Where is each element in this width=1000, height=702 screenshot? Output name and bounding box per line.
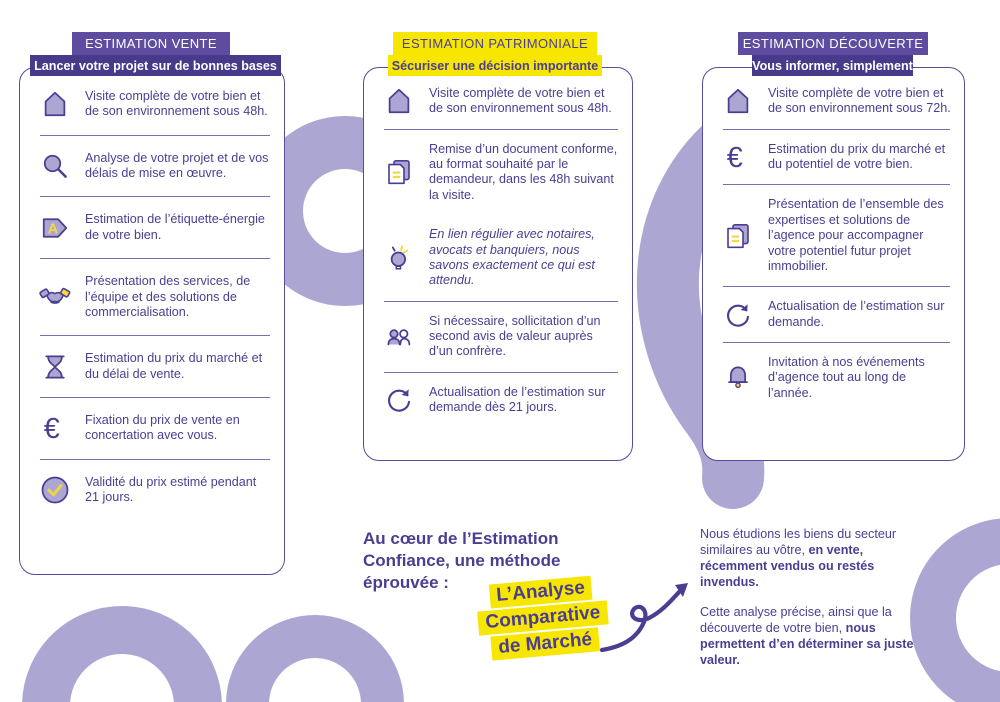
service-item: [364, 130, 632, 215]
house-icon: [38, 89, 72, 119]
bell-icon: [721, 363, 755, 393]
service-item-text: Si nécessaire, sollicitation d’un second avis de valeur auprès d’un confrère.: [429, 313, 601, 359]
service-item: [364, 215, 632, 300]
service-item: [703, 130, 964, 185]
service-item-text: Visite complète de votre bien et de son environnement sous 72h.: [768, 86, 951, 116]
service-item-text: Estimation de l’étiquette-énergie de votre bien.: [85, 212, 265, 242]
documents-icon: [721, 221, 755, 251]
column-subtitle-badge: [388, 55, 602, 76]
service-item-text: Présentation des services, de l’équipe et des solutions de commercialisation.: [85, 274, 251, 319]
service-item: [703, 185, 964, 286]
giant-letter-o: [248, 637, 383, 702]
service-item-text: Actualisation de l’estimation sur demande.: [768, 299, 945, 329]
lightbulb-icon: [382, 243, 416, 273]
service-card-decouverte: [702, 67, 965, 461]
service-item: [20, 398, 284, 459]
service-item: [20, 460, 284, 521]
service-item-text: Estimation du prix du marché et du potentiel de votre bien.: [768, 141, 946, 172]
search-icon: [38, 151, 72, 181]
service-item-text: Visite complète de votre bien et de son environnement sous 48h.: [85, 89, 268, 119]
service-item-text: Actualisation de l’estimation sur demande dès 21 jours.: [429, 384, 606, 415]
house-icon: [721, 86, 755, 116]
documents-icon: [382, 157, 416, 187]
column-title: ESTIMATION VENTE: [85, 36, 217, 51]
column-title-badge: [738, 32, 928, 55]
service-card-vente: [19, 67, 285, 575]
paragraph: [700, 527, 916, 591]
svg-text:€: €: [726, 142, 743, 173]
ring-shape-bottom-right: [933, 541, 1000, 695]
column-subtitle-badge: [752, 55, 913, 76]
paragraph: [700, 605, 916, 669]
highlight-line: L’Analyse: [488, 576, 592, 609]
svg-text:A: A: [47, 221, 59, 238]
service-item-text: Invitation à nos événements d’agence tout au long de l’année.: [768, 354, 925, 400]
column-subtitle: Lancer votre projet sur de bonnes bases: [34, 58, 277, 73]
service-item-text: Présentation de l’ensemble des expertises et solutions de l’agence pour accompagner votre potentiel futur projet immobilier.: [768, 197, 944, 273]
service-item: [20, 336, 284, 397]
check-circle-icon: [38, 475, 72, 505]
service-item: [20, 259, 284, 335]
paragraph-text: Cette analyse précise, ainsi que la découverte de votre bien,: [700, 604, 892, 635]
curve-arrow-icon: [598, 560, 698, 665]
service-card-patrimoniale: [363, 67, 633, 461]
service-item-text: Validité du prix estimé pendant 21 jours.: [85, 474, 257, 505]
svg-text:€: €: [43, 413, 60, 444]
euro-icon: [721, 142, 755, 172]
service-item: [364, 373, 632, 428]
hourglass-icon: [38, 352, 72, 382]
service-item-text: Remise d’un document conforme, au format souhaité par le demandeur, dans les 48h suivant la visite.: [429, 141, 618, 202]
column-title-badge: [393, 32, 597, 55]
service-item: [20, 197, 284, 258]
column-title: ESTIMATION DÉCOUVERTE: [742, 36, 924, 51]
service-item-text: En lien régulier avec notaires, avocats et banquiers, nous savons exactement ce qui est attendu.: [429, 227, 595, 288]
refresh-icon: [382, 385, 416, 415]
highlight-line: de Marché: [490, 627, 600, 660]
service-item: [364, 74, 632, 129]
service-item: [703, 74, 964, 129]
paragraph-text: Nous étudions les biens du secteur similaires au vôtre,: [700, 527, 897, 557]
method-heading: Au cœur de l’Estimation Confiance, une méthode éprouvée :: [363, 529, 561, 593]
refresh-icon: [721, 300, 755, 330]
service-item: [20, 74, 284, 135]
service-item-text: Estimation du prix du marché et du délai de vente.: [85, 351, 263, 381]
column-title: ESTIMATION PATRIMONIALE: [401, 36, 589, 51]
service-item-text: Analyse de votre projet et de vos délais de mise en œuvre.: [85, 150, 269, 181]
people-icon: [382, 322, 416, 352]
euro-icon: [38, 413, 72, 443]
handshake-icon: [38, 281, 72, 313]
column-subtitle: Vous informer, simplement: [752, 58, 913, 73]
paragraph-text-bold: nous permettent d’en déterminer sa juste valeur.: [700, 620, 914, 667]
service-item: [703, 287, 964, 342]
column-title-badge: [72, 32, 230, 55]
paragraph-text-bold: en vente, récemment vendus ou restés invendus.: [700, 542, 875, 589]
column-subtitle: Sécuriser une décision importante: [391, 58, 599, 73]
service-item-text: Visite complète de votre bien et de son environnement sous 48h.: [429, 86, 612, 116]
service-item: [703, 343, 964, 413]
energy-label-icon: [38, 213, 72, 243]
method-description: [700, 527, 916, 683]
service-item: [364, 302, 632, 372]
giant-letter-c: [46, 630, 198, 702]
service-item: [20, 136, 284, 197]
house-icon: [382, 86, 416, 116]
column-subtitle-badge: [30, 55, 281, 76]
highlight-line: Comparative: [478, 600, 609, 635]
service-item-text: Fixation du prix de vente en concertation avec vous.: [85, 412, 240, 443]
